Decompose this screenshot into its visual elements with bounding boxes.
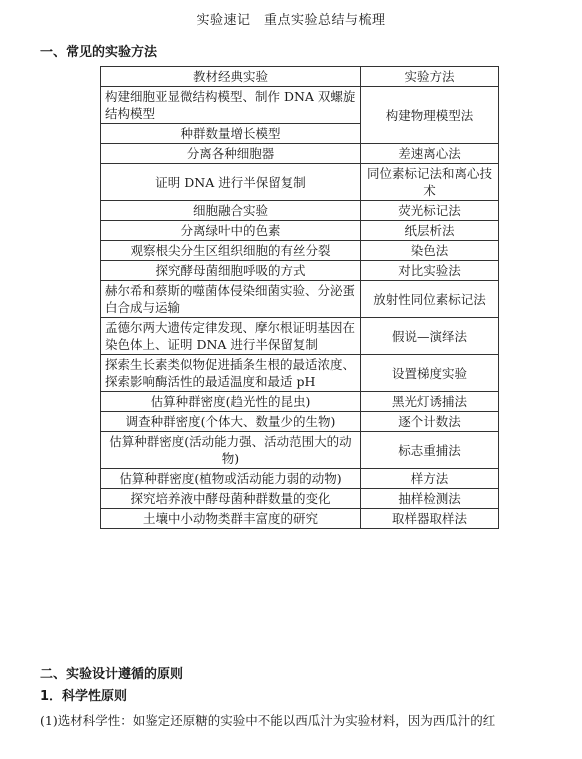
column-header-experiment: 教材经典实验 [101, 67, 361, 87]
section-heading-principles: 二、实验设计遵循的原则 [40, 667, 184, 682]
experiment-cell: 调查种群密度(个体大、数量少的生物) [101, 412, 361, 432]
table-row [101, 392, 499, 412]
experiment-cell: 分离绿叶中的色素 [101, 221, 361, 241]
table-row [101, 164, 499, 201]
method-cell: 同位素标记法和离心技术 [361, 164, 499, 201]
method-cell: 黑光灯诱捕法 [361, 392, 499, 412]
table-row [101, 318, 499, 355]
experiment-cell: 细胞融合实验 [101, 201, 361, 221]
table-row [101, 469, 499, 489]
subsection-heading-scientific: 1．科学性原则 [40, 689, 128, 704]
method-cell: 逐个计数法 [361, 412, 499, 432]
table-row [101, 261, 499, 281]
method-cell: 假说—演绎法 [361, 318, 499, 355]
table-row [101, 432, 499, 469]
table-row [101, 509, 499, 529]
method-cell: 差速离心法 [361, 144, 499, 164]
method-cell: 标志重捕法 [361, 432, 499, 469]
paragraph-material-selection: (1)选材科学性：如鉴定还原糖的实验中不能以西瓜汁为实验材料，因为西瓜汁的红 [40, 713, 496, 728]
method-cell: 荧光标记法 [361, 201, 499, 221]
experiment-cell: 孟德尔两大遗传定律发现、摩尔根证明基因在染色体上、证明 DNA 进行半保留复制 [101, 318, 361, 355]
method-cell: 纸层析法 [361, 221, 499, 241]
experiment-cell: 探究酵母菌细胞呼吸的方式 [101, 261, 361, 281]
experiment-cell: 观察根尖分生区组织细胞的有丝分裂 [101, 241, 361, 261]
method-cell: 放射性同位素标记法 [361, 281, 499, 318]
method-cell: 设置梯度实验 [361, 355, 499, 392]
table-row [101, 241, 499, 261]
experiment-cell: 证明 DNA 进行半保留复制 [101, 164, 361, 201]
experiment-cell: 种群数量增长模型 [101, 124, 361, 144]
experiment-cell: 构建细胞亚显微结构模型、制作 DNA 双螺旋结构模型 [101, 87, 361, 124]
experiment-cell: 估算种群密度(活动能力强、活动范围大的动物) [101, 432, 361, 469]
table-row [101, 281, 499, 318]
page-title: 实验速记 重点实验总结与梳理 [196, 13, 386, 28]
experiment-methods-table [100, 66, 499, 529]
experiment-cell: 探索生长素类似物促进插条生根的最适浓度、探索影响酶活性的最适温度和最适 pH [101, 355, 361, 392]
table-row [101, 87, 499, 124]
method-cell: 样方法 [361, 469, 499, 489]
table-header-row [101, 67, 499, 87]
experiment-cell: 赫尔希和蔡斯的噬菌体侵染细菌实验、分泌蛋白合成与运输 [101, 281, 361, 318]
method-cell: 构建物理模型法 [361, 87, 499, 144]
method-cell: 染色法 [361, 241, 499, 261]
table-row [101, 221, 499, 241]
experiment-cell: 分离各种细胞器 [101, 144, 361, 164]
table-row [101, 489, 499, 509]
section-heading-methods: 一、常见的实验方法 [40, 45, 158, 60]
table-row [101, 412, 499, 432]
table-row [101, 144, 499, 164]
experiment-cell: 估算种群密度(植物或活动能力弱的动物) [101, 469, 361, 489]
method-cell: 取样器取样法 [361, 509, 499, 529]
table-row [101, 201, 499, 221]
column-header-method: 实验方法 [361, 67, 499, 87]
experiment-cell: 探究培养液中酵母菌种群数量的变化 [101, 489, 361, 509]
method-cell: 对比实验法 [361, 261, 499, 281]
experiment-cell: 估算种群密度(趋光性的昆虫) [101, 392, 361, 412]
method-cell: 抽样检测法 [361, 489, 499, 509]
experiment-cell: 土壤中小动物类群丰富度的研究 [101, 509, 361, 529]
table-row [101, 355, 499, 392]
